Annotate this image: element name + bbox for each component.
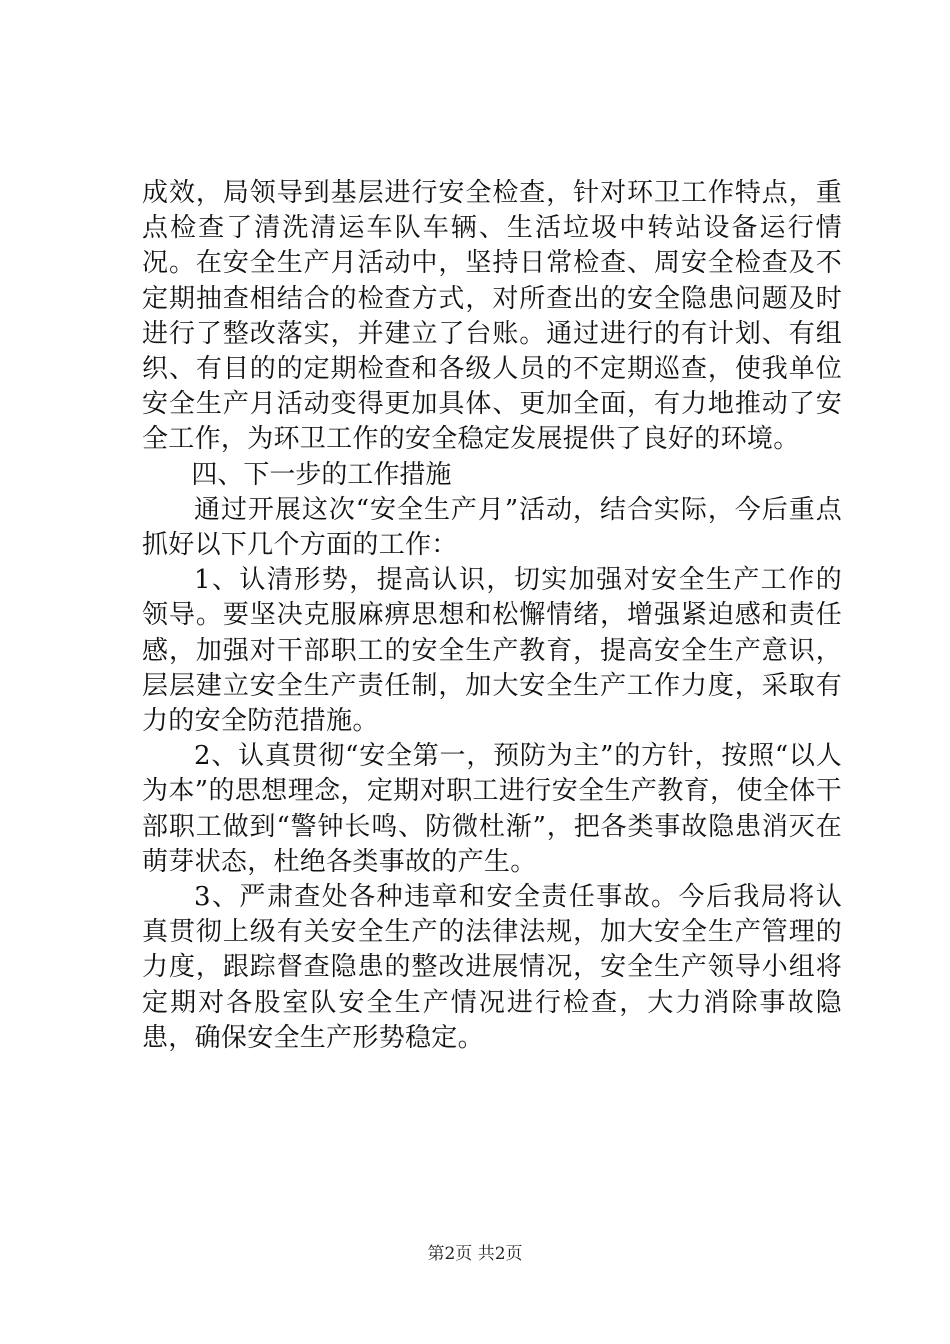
paragraph-continuation: 成效，局领导到基层进行安全检查，针对环卫工作特点，重点检查了清洗清运车队车辆、生活垃圾中转站设备运行情况。在安全生产月活动中，坚持日常检查、周安全检查及不定期抽查相结合的检查方式，对所查出的安全隐患问题及时进行了整改落实，并建立了台账。通过进行的有计划、有组织、有目的的定期检查和各级人员的不定期巡查，使我单位安全生产月活动变得更加具体、更加全面，有力地推动了安全工作，为环卫工作的安全稳定发展提供了良好的环境。 bbox=[142, 178, 842, 455]
page-number-footer: 第2页 共2页 bbox=[427, 1244, 523, 1264]
paragraph-measure-1: 1、认清形势，提高认识，切实加强对安全生产工作的领导。要坚决克服麻痹思想和松懈情绪，增强紧迫感和责任感，加强对干部职工的安全生产教育，提高安全生产意识，层层建立安全生产责任制，加大安全生产工作力度，采取有力的安全防范措施。 bbox=[142, 565, 842, 737]
paragraph-intro: 通过开展这次“安全生产月”活动，结合实际，今后重点抓好以下几个方面的工作： bbox=[142, 494, 842, 561]
paragraph-measure-2: 2、认真贯彻“安全第一，预防为主”的方针，按照“以人为本”的思想理念，定期对职工进行安全生产教育，使全体干部职工做到“警钟长鸣、防微杜渐”，把各类事故隐患消灭在萌芽状态，杜绝各类事故的产生。 bbox=[142, 741, 842, 877]
document-body bbox=[142, 176, 842, 1056]
paragraph-measure-3: 3、严肃查处各种违章和安全责任事故。今后我局将认真贯彻上级有关安全生产的法律法规，加大安全生产管理的力度，跟踪督查隐患的整改进展情况，安全生产领导小组将定期对各股室队安全生产情况进行检查，大力消除事故隐患，确保安全生产形势稳定。 bbox=[142, 882, 842, 1053]
section-heading: 四、下一步的工作措施 bbox=[191, 459, 452, 490]
